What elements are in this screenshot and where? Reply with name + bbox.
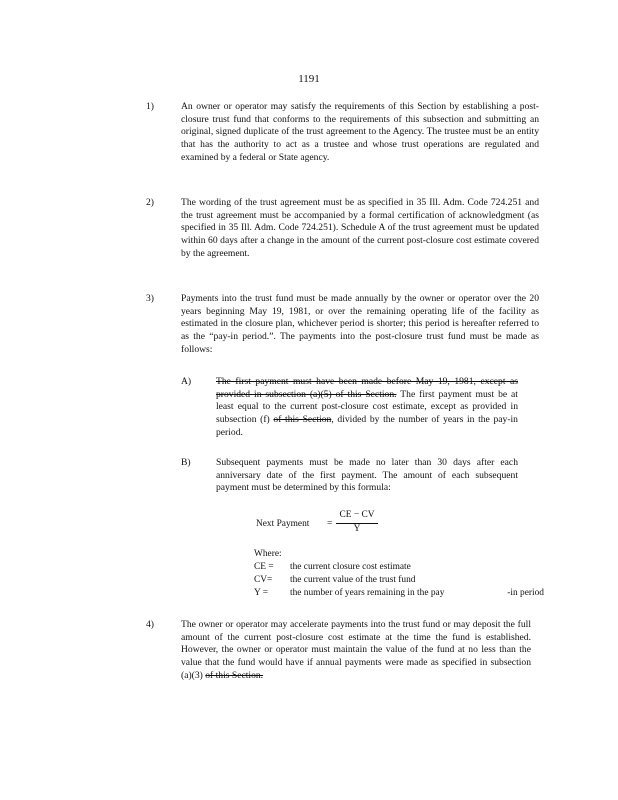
definition-row bbox=[254, 587, 544, 600]
definition-row bbox=[254, 574, 544, 587]
subitem-text-part: The first payment must be at least equal to the current post-closure cost estimate, except as provided in subsection (f) bbox=[216, 388, 518, 426]
payment-formula bbox=[256, 510, 456, 540]
definition-term: CV= bbox=[254, 575, 273, 585]
struck-text: of this Section bbox=[273, 414, 332, 426]
definition-term: CE = bbox=[254, 562, 274, 572]
item-number: 1) bbox=[146, 101, 154, 112]
definition-text: the current closure cost estimate bbox=[290, 562, 411, 572]
item-text: An owner or operator may satisfy the requirements of this Section by establishing a post-closure trust fund that conforms to the requirements of this subsection and submitting an original, signed duplicate of the trust agreement to the Agency. The trustee must be an entity that has the authority to act as a trustee and whose trust operations are regulated and examined by a federal or State agency. bbox=[181, 101, 539, 163]
item-text: Payments into the trust fund must be made annually by the owner or operator over the 20 years beginning May 19, 1981, or over the remaining operating life of the facility as estimated in the closure plan, whichever period is shorter; this period is hereafter referred to as the “pay-in period.”. The payments into the post-closure trust fund must be made as follows: bbox=[181, 293, 539, 355]
formula-numerator: CE − CV bbox=[339, 510, 375, 520]
subitem-label: A) bbox=[181, 376, 192, 387]
item-text bbox=[181, 619, 531, 683]
item-number: 2) bbox=[146, 197, 154, 208]
subitem-text bbox=[216, 376, 518, 440]
definition-row bbox=[254, 561, 544, 574]
formula-denominator: Y bbox=[353, 524, 361, 534]
struck-text: of this Section. bbox=[205, 669, 264, 681]
subitem-text: Subsequent payments must be made no later than 30 days after each anniversary date of the first payment. The amount of each subsequent payment must be determined by this formula: bbox=[216, 457, 518, 494]
struck-text: The first payment must have been made before May 19, 1981, except as provided in subsection (a)(5) of this Section. bbox=[216, 376, 518, 400]
definition-tail: -in period bbox=[507, 588, 544, 598]
subitem-label: B) bbox=[181, 457, 191, 468]
page-number: 1191 bbox=[298, 73, 320, 85]
definition-text: the number of years remaining in the pay bbox=[290, 588, 445, 598]
definition-term: Y = bbox=[254, 588, 269, 598]
formula-lhs: Next Payment bbox=[256, 519, 310, 529]
definition-text: the current value of the trust fund bbox=[290, 575, 416, 585]
where-label: Where: bbox=[254, 549, 282, 559]
formula-equals: = bbox=[327, 519, 333, 529]
item-text: The wording of the trust agreement must be as specified in 35 Ill. Adm. Code 724.251 and the trust agreement must be accompanied by a formal certification of acknowledgment (as specified in 35 Ill. Adm. Code 724.251). Schedule A of the trust agreement must be updated within 60 days after a change in the amount of the current post-closure cost estimate covered by the agreement. bbox=[181, 197, 539, 259]
item-text-part: The owner or operator may accelerate payments into the trust fund or may deposit the full amount of the current post-closure cost estimate at the time the fund is established. However, the owner or operator must maintain the value of the fund at no less than the value that the fund would have if annual payments were made as specified in subsection (a)(3) bbox=[181, 619, 531, 681]
subitem-text-part: , divided by the number of years in the pay-in period. bbox=[216, 414, 518, 438]
item-number: 3) bbox=[146, 293, 154, 304]
item-number: 4) bbox=[146, 619, 154, 630]
formula-definitions bbox=[254, 548, 544, 600]
